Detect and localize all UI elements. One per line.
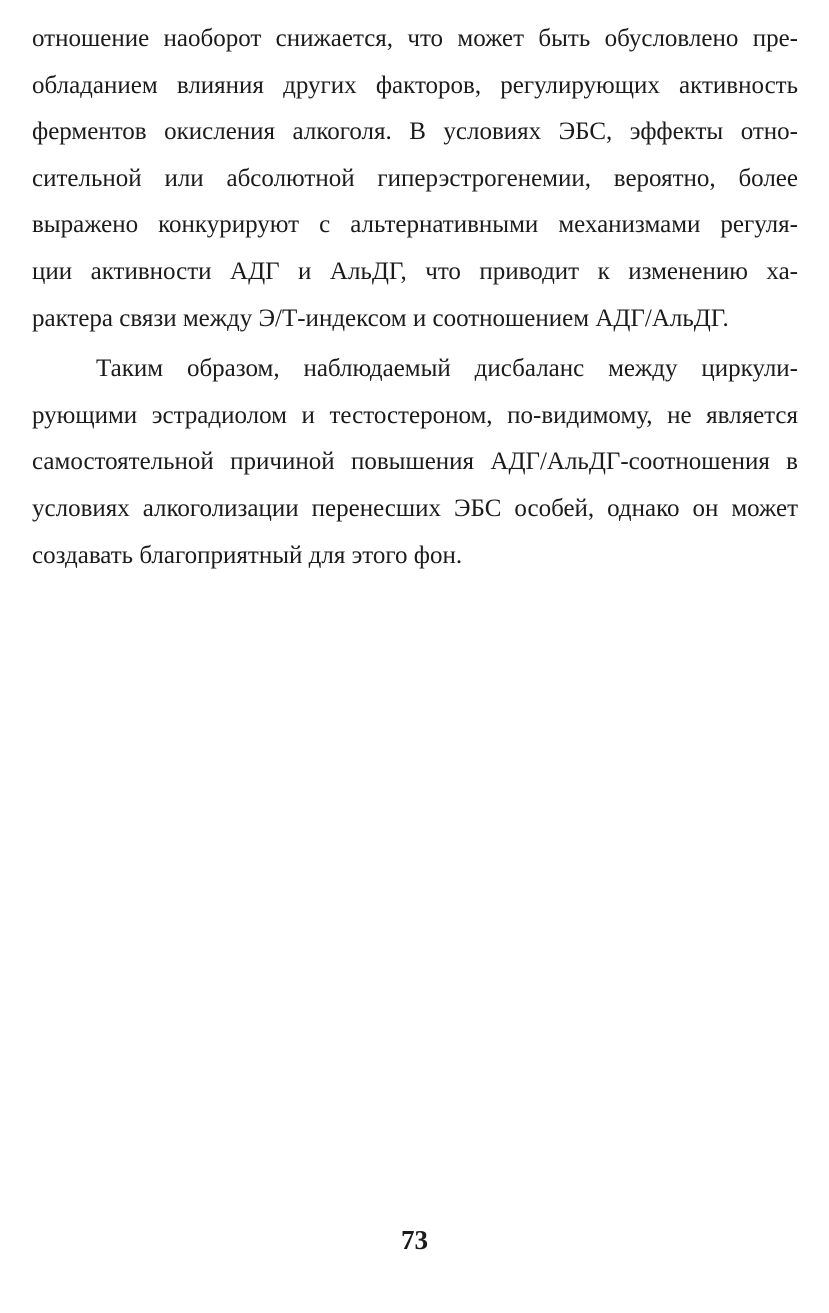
body-text [32, 16, 798, 579]
text-line: ции активности АДГ и АльДГ, что приводит к изменению ха- [32, 257, 798, 285]
paragraph-2 [32, 346, 798, 579]
text-line: выражено конкурируют с альтернативными механизмами регуля- [32, 211, 798, 239]
text-line: Таким образом, наблюдаемый дисбаланс между циркули- [96, 355, 798, 383]
text-line: обладанием влияния других факторов, регулирующих активность [32, 71, 798, 99]
text-line: отношение наоборот снижается, что может быть обусловлено пре- [32, 25, 798, 52]
page-number: 73 [401, 1225, 428, 1255]
text-line: самостоятельной причиной повышения АДГ/АльДГ-соотношения в [32, 448, 798, 476]
text-line: рующими эстрадиолом и тестостероном, по-видимому, не является [32, 401, 798, 429]
text-line: рактера связи между Э/Т-индексом и соотношением АДГ/АльДГ. [32, 304, 729, 332]
text-line: ферментов окисления алкоголя. В условиях ЭБС, эффекты отно- [32, 118, 798, 146]
text-line: создавать благоприятный для этого фон. [32, 541, 463, 569]
text-line: сительной или абсолютной гиперэстрогенемии, вероятно, более [32, 164, 798, 192]
text-line: условиях алкоголизации перенесших ЭБС особей, однако он может [32, 494, 798, 522]
paragraph-1 [32, 16, 798, 342]
